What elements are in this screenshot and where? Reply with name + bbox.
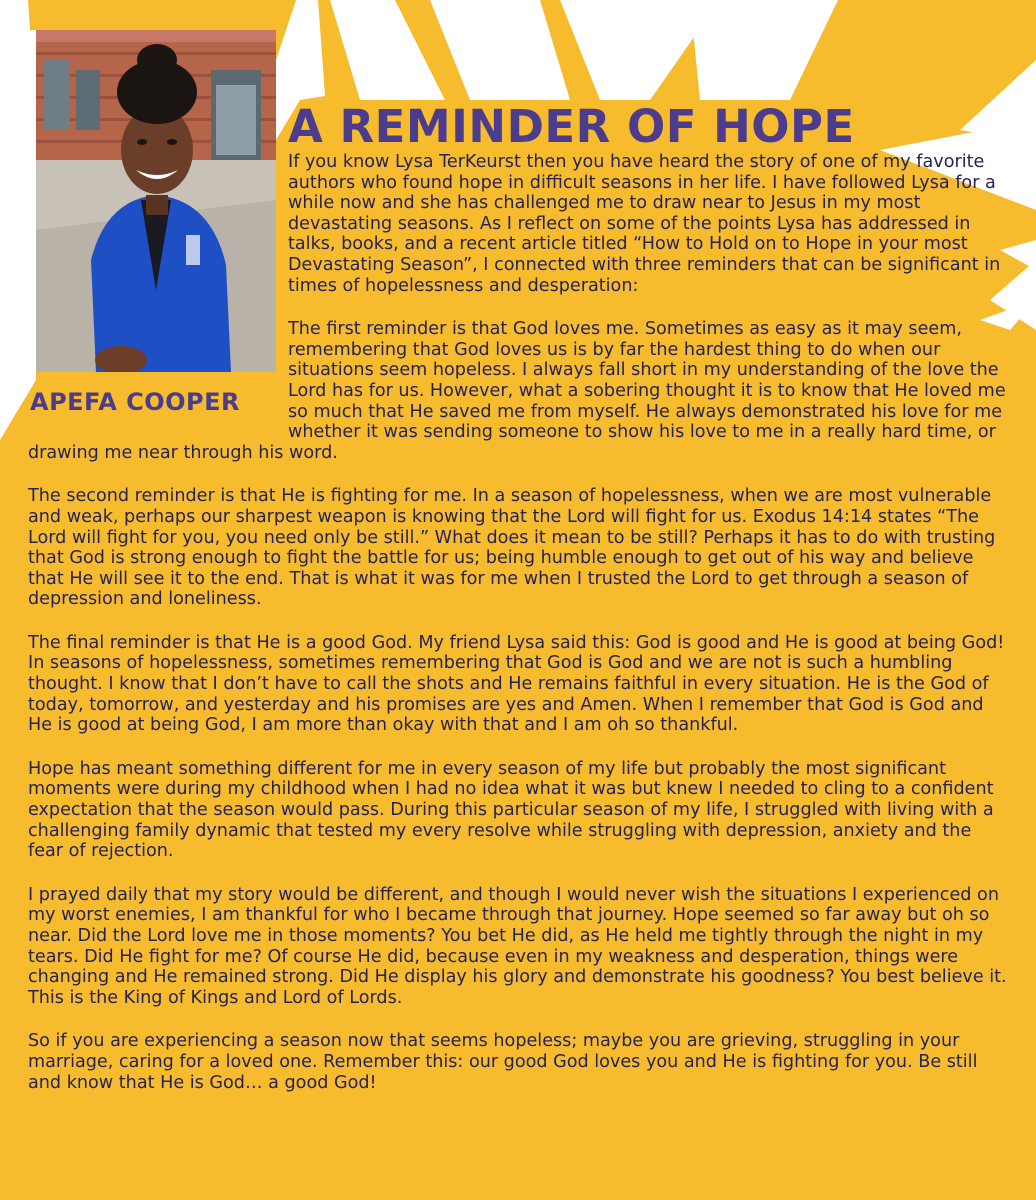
article-body [28, 152, 1008, 1093]
paragraph-closing: So if you are experiencing a season now that seems hopeless; maybe you are grieving, struggling in your marriage, caring for a loved one. Remember this: our good God loves you and He is fighting for you. Be still and know that He is God… a good God! [28, 1031, 978, 1093]
paragraph-hope-meaning: Hope has meant something different for me in every season of my life but probably the most significant moments were during my childhood when I had no idea what it was but knew I needed to cling to a confident expectation that the season would pass. During this particular season of my life, I struggled with living with a challenging family dynamic that tested my every resolve while struggling with depression, anxiety and the fear of rejection. [28, 758, 994, 862]
paragraph-prayer: I prayed daily that my story would be different, and though I would never wish the situations I experienced on my worst enemies, I am thankful for who I became through that journey. Hope seemed so far away but oh so near. Did the Lord love me in those moments? You bet He did, as He held me tightly through the night in my tears. Did He fight for me? Of course He did, because even in my weakness and desperation, things were changing and He remained strong. Did He display his glory and demonstrate his goodness? You best believe it. This is the King of Kings and Lord of Lords. [28, 884, 1007, 1008]
article-title: A REMINDER OF HOPE [288, 100, 855, 153]
paragraph-second-reminder: The second reminder is that He is fighting for me. In a season of hopelessness, when we are most vulnerable and weak, perhaps our sharpest weapon is knowing that the Lord will fight for us. Exodus 14:14 states “The Lord will fight for you, you need only be still.” What does it mean to be still? Perhaps it has to do with trusting that God is strong enough to fight the battle for us; being humble enough to get out of his way and believe that He will see it to the end. That is what it was for me when I trusted the Lord to get through a season of depression and loneliness. [28, 486, 996, 610]
author-name: APEFA COOPER [30, 388, 241, 416]
paragraph-final-reminder: The final reminder is that He is a good God. My friend Lysa said this: God is good and He is good at being God! In seasons of hopelessness, sometimes remembering that God is God and we are not is such a humbling thought. I know that I don’t have to call the shots and He remains faithful in every situation. He is the God of today, tomorrow, and yesterday and his promises are yes and Amen. When I remember that God is God and He is good at being God, I am more than okay with that and I am oh so thankful. [28, 632, 1005, 736]
paragraph-intro: If you know Lysa TerKeurst then you have heard the story of one of my favorite authors who found hope in difficult seasons in her life. I have followed Lysa for a while now and she has challenged me to draw near to Jesus in my most devastating seasons. As I reflect on some of the points Lysa has addressed in talks, books, and a recent article titled “How to Hold on to Hope in your most Devastating Season”, I connected with three reminders that can be significant in times of hopelessness and desperation: [288, 152, 1001, 296]
paragraph-first-reminder: The first reminder is that God loves me. Sometimes as easy as it may seem, remembering that God loves us is by far the hardest thing to do when our situations seem hopeless. I always fall short in my understanding of the love the Lord has for us. However, what a sobering thought it is to know that He loved me so much that He saved me from myself. He always demonstrated his love for me whether it was sending someone to show his love to me in a really hard time, or drawing me near through his word. [28, 319, 1006, 463]
